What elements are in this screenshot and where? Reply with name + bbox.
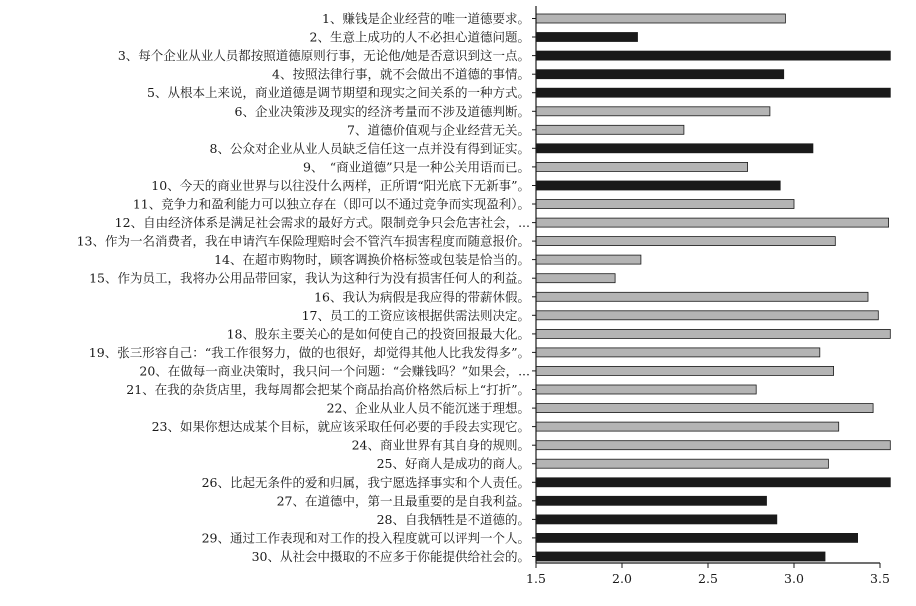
- category-label-10: 10、今天的商业世界与以往没什么两样，正所谓“阳光底下无新事”。: [151, 178, 530, 193]
- category-label-5: 5、从根本上来说，商业道德是调节期望和现实之间关系的一种方式。: [147, 85, 530, 101]
- x-tick-label-3: 2.5: [698, 571, 718, 586]
- bar-9: [536, 162, 748, 171]
- bar-20: [536, 366, 834, 375]
- category-label-18: 18、股东主要关心的是如何使自己的投资回报最大化。: [226, 326, 530, 342]
- bar-1: [536, 14, 785, 23]
- category-label-27: 27、在道德中，第一且最重要的是自我利益。: [276, 493, 530, 509]
- bar-13: [536, 237, 835, 246]
- category-label-21: 21、在我的杂货店里，我每周都会把某个商品抬高价格然后标上“打折”。: [126, 382, 530, 397]
- category-label-24: 24、商业世界有其自身的规则。: [351, 437, 530, 453]
- category-label-14: 14、在超市购物时，顾客调换价格标签或包装是恰当的。: [214, 252, 530, 268]
- category-label-9: 9、 “商业道德”只是一种公关用语而已。: [303, 159, 530, 175]
- bar-3: [536, 51, 890, 60]
- bar-25: [536, 459, 828, 468]
- category-label-19: 19、张三形容自己：“我工作很努力，做的也很好，却觉得其他人比我发得多”。: [88, 344, 530, 360]
- category-label-25: 25、好商人是成功的商人。: [376, 456, 530, 472]
- bar-6: [536, 107, 770, 116]
- x-tick-label-2: 2.0: [612, 571, 632, 586]
- category-label-6: 6、企业决策涉及现实的经济考量而不涉及道德判断。: [234, 103, 530, 119]
- bar-19: [536, 348, 820, 357]
- bar-22: [536, 404, 873, 413]
- bar-29: [536, 533, 858, 542]
- bar-10: [536, 181, 780, 190]
- bar-15: [536, 274, 615, 283]
- bar-5: [536, 88, 890, 97]
- category-label-4: 4、按照法律行事，就不会做出不道德的事情。: [272, 66, 530, 82]
- bar-26: [536, 478, 890, 487]
- bar-24: [536, 441, 890, 450]
- x-tick-label-1: 1.5: [526, 571, 546, 586]
- category-label-23: 23、如果你想达成某个目标，就应该采取任何必要的手段去实现它。: [151, 419, 530, 435]
- bar-28: [536, 515, 777, 524]
- category-label-12: 12、自由经济体系是满足社会需求的最好方式。限制竞争只会危害社会，...: [114, 215, 530, 231]
- bar-16: [536, 292, 868, 301]
- category-label-7: 7、道德价值观与企业经营无关。: [347, 122, 530, 138]
- bar-30: [536, 552, 825, 561]
- bar-8: [536, 144, 813, 153]
- category-label-2: 2、生意上成功的人不必担心道德问题。: [309, 29, 530, 45]
- bar-2: [536, 33, 638, 42]
- category-label-8: 8、公众对企业从业人员缺乏信任这一点并没有得到证实。: [209, 140, 530, 156]
- category-label-3: 3、每个企业从业人员都按照道德原则行事，无论他/她是否意识到这一点。: [117, 48, 530, 64]
- bar-12: [536, 218, 889, 227]
- category-label-17: 17、员工的工资应该根据供需法则决定。: [301, 307, 530, 323]
- category-label-15: 15、作为员工，我将办公用品带回家，我认为这种行为没有损害任何人的利益。: [89, 270, 530, 286]
- category-label-16: 16、我认为病假是我应得的带薪休假。: [314, 289, 530, 305]
- category-label-29: 29、通过工作表现和对工作的投入程度就可以评判一个人。: [201, 530, 530, 546]
- category-label-26: 26、比起无条件的爱和归属，我宁愿选择事实和个人责任。: [201, 474, 530, 490]
- bar-17: [536, 311, 878, 320]
- category-label-30: 30、从社会中摄取的不应多于你能提供给社会的。: [251, 549, 530, 564]
- category-label-22: 22、企业从业人员不能沉迷于理想。: [326, 400, 530, 416]
- category-label-13: 13、作为一名消费者，我在申请汽车保险理赔时会不管汽车损害程度而随意报价。: [76, 233, 530, 249]
- bar-27: [536, 496, 767, 505]
- category-label-11: 11、竞争力和盈利能力可以独立存在（即可以不通过竞争而实现盈利）。: [132, 196, 530, 212]
- category-label-28: 28、自我牺牲是不道德的。: [376, 511, 530, 527]
- bar-7: [536, 125, 684, 134]
- bar-21: [536, 385, 756, 394]
- x-tick-label-4: 3.0: [784, 571, 804, 586]
- bar-4: [536, 70, 784, 79]
- category-label-group: [77, 11, 530, 564]
- bar-23: [536, 422, 839, 431]
- category-label-1: 1、赚钱是企业经营的唯一道德要求。: [322, 11, 530, 26]
- bar-14: [536, 255, 641, 264]
- bar-18: [536, 329, 890, 338]
- bar-11: [536, 200, 794, 209]
- bar-group: [536, 14, 890, 561]
- x-tick-label-5: 3.5: [870, 571, 890, 586]
- category-label-20: 20、在做每一商业决策时，我只问一个问题：“会赚钱吗？”如果会，...: [139, 363, 530, 379]
